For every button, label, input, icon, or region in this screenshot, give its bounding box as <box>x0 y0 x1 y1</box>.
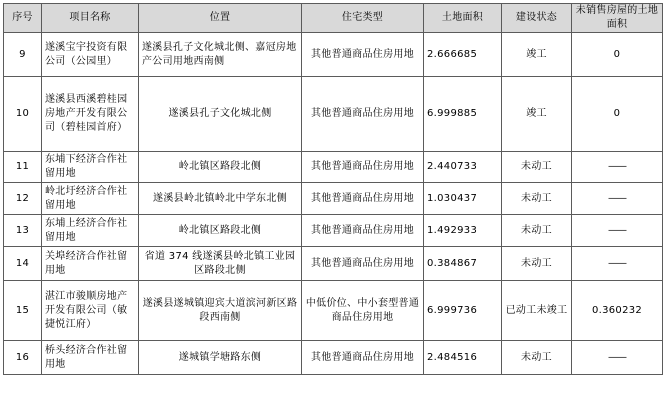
row-status: 未动工 <box>502 247 572 281</box>
row-project-name: 东埔上经济合作社留用地 <box>42 215 139 247</box>
row-status: 未动工 <box>502 152 572 183</box>
row-location: 遂溪县岭北镇岭北中学东北侧 <box>139 183 302 215</box>
land-info-table <box>3 3 663 375</box>
table-row <box>4 341 663 375</box>
row-project-name: 遂溪宝宇投资有限公司（公园里） <box>42 33 139 77</box>
row-unsold-area: 0 <box>572 33 663 77</box>
header-unsold-area: 未销售房屋的土地面积 <box>572 4 663 33</box>
row-no: 10 <box>4 77 42 152</box>
row-location: 岭北镇区路段北侧 <box>139 215 302 247</box>
row-housing-type: 其他普通商品住房用地 <box>302 77 424 152</box>
row-housing-type: 其他普通商品住房用地 <box>302 341 424 375</box>
header-project-name: 项目名称 <box>42 4 139 33</box>
row-unsold-area: —— <box>572 183 663 215</box>
row-status: 未动工 <box>502 215 572 247</box>
row-housing-type: 其他普通商品住房用地 <box>302 183 424 215</box>
row-project-name: 湛江市骏顺房地产开发有限公司（敏捷悦江府） <box>42 281 139 341</box>
header-location: 位置 <box>139 4 302 33</box>
row-no: 9 <box>4 33 42 77</box>
table-row <box>4 247 663 281</box>
row-housing-type: 中低价位、中小套型普通商品住房用地 <box>302 281 424 341</box>
header-land-area: 土地面积 <box>424 4 502 33</box>
row-unsold-area: —— <box>572 152 663 183</box>
row-unsold-area: —— <box>572 247 663 281</box>
row-unsold-area: —— <box>572 215 663 247</box>
row-location: 遂城镇学塘路东侧 <box>139 341 302 375</box>
header-housing-type: 住宅类型 <box>302 4 424 33</box>
row-no: 11 <box>4 152 42 183</box>
row-no: 16 <box>4 341 42 375</box>
table-row <box>4 77 663 152</box>
row-unsold-area: 0.360232 <box>572 281 663 341</box>
row-housing-type: 其他普通商品住房用地 <box>302 247 424 281</box>
row-status: 已动工未竣工 <box>502 281 572 341</box>
row-housing-type: 其他普通商品住房用地 <box>302 152 424 183</box>
row-project-name: 岭北圩经济合作社留用地 <box>42 183 139 215</box>
row-project-name: 遂溪县西溪碧桂园房地产开发有限公司（碧桂园首府） <box>42 77 139 152</box>
table-row <box>4 33 663 77</box>
table-row <box>4 152 663 183</box>
row-unsold-area: 0 <box>572 77 663 152</box>
row-location: 省道 374 线遂溪县岭北镇工业园区路段北侧 <box>139 247 302 281</box>
row-location: 遂溪县孔子文化城北侧 <box>139 77 302 152</box>
row-land-area: 1.492933 <box>424 215 502 247</box>
row-land-area: 6.999736 <box>424 281 502 341</box>
row-land-area: 0.384867 <box>424 247 502 281</box>
header-status: 建设状态 <box>502 4 572 33</box>
header-no: 序号 <box>4 4 42 33</box>
row-land-area: 2.440733 <box>424 152 502 183</box>
header-row <box>4 4 663 33</box>
row-location: 遂溪县遂城镇迎宾大道滨河新区路段西南侧 <box>139 281 302 341</box>
row-no: 12 <box>4 183 42 215</box>
row-location: 遂溪县孔子文化城北侧、嘉冠房地产公司用地西南侧 <box>139 33 302 77</box>
row-land-area: 2.666685 <box>424 33 502 77</box>
row-no: 15 <box>4 281 42 341</box>
table-row <box>4 183 663 215</box>
row-housing-type: 其他普通商品住房用地 <box>302 215 424 247</box>
table-row <box>4 215 663 247</box>
row-project-name: 桥头经济合作社留用地 <box>42 341 139 375</box>
row-unsold-area: —— <box>572 341 663 375</box>
row-no: 14 <box>4 247 42 281</box>
row-no: 13 <box>4 215 42 247</box>
row-status: 未动工 <box>502 341 572 375</box>
row-housing-type: 其他普通商品住房用地 <box>302 33 424 77</box>
row-status: 未动工 <box>502 183 572 215</box>
table-row <box>4 281 663 341</box>
row-location: 岭北镇区路段北侧 <box>139 152 302 183</box>
row-project-name: 关埠经济合作社留用地 <box>42 247 139 281</box>
row-land-area: 6.999885 <box>424 77 502 152</box>
row-project-name: 东埔下经济合作社留用地 <box>42 152 139 183</box>
row-land-area: 2.484516 <box>424 341 502 375</box>
row-land-area: 1.030437 <box>424 183 502 215</box>
row-status: 竣工 <box>502 33 572 77</box>
row-status: 竣工 <box>502 77 572 152</box>
